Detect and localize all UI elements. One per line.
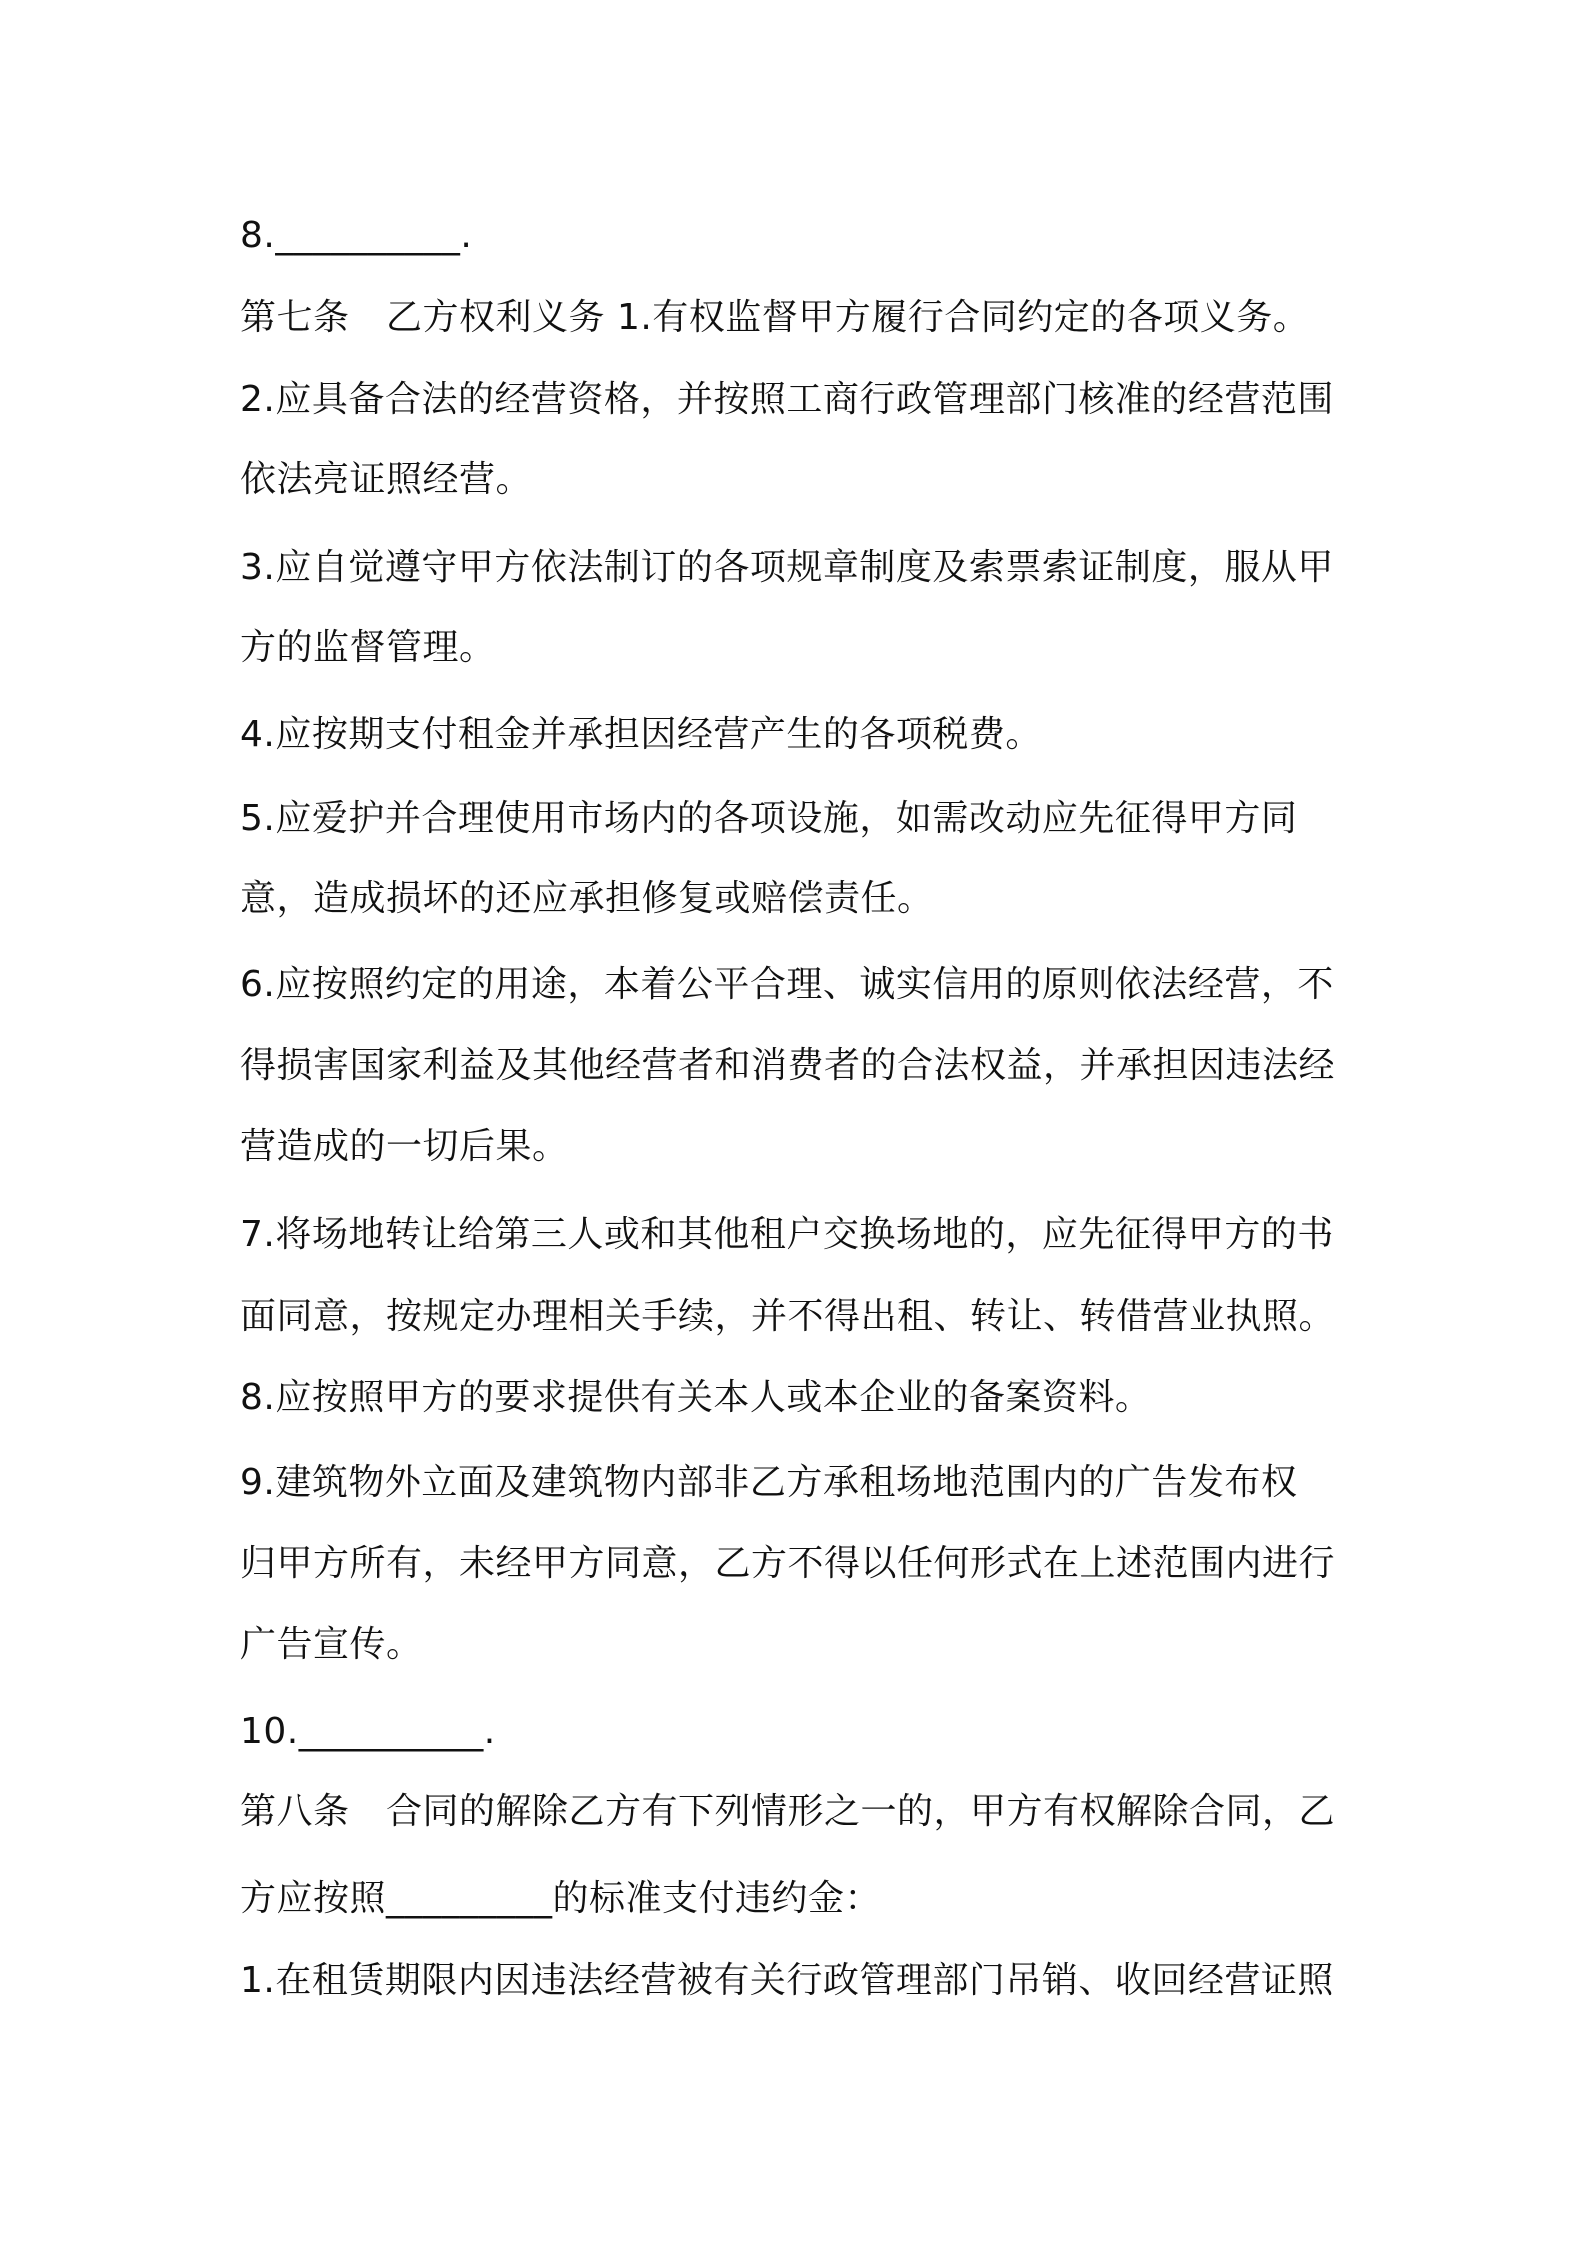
text-line: 归甲方所有，未经甲方同意，乙方不得以任何形式在上述范围内进行 <box>240 1543 1336 1584</box>
text-line: 广告宣传。 <box>240 1624 423 1665</box>
section-heading-article-8: 第八条 合同的解除乙方有下列情形之一的，甲方有权解除合同，乙 <box>240 1791 1336 1832</box>
text-line: 5.应爱护并合理使用市场内的各项设施，如需改动应先征得甲方同 <box>240 798 1298 839</box>
text-line: 6.应按照约定的用途，本着公平合理、诚实信用的原则依法经营，不 <box>240 964 1334 1005</box>
text-line: 9.建筑物外立面及建筑物内部非乙方承租场地范围内的广告发布权 <box>240 1462 1298 1503</box>
text-line: 4.应按期支付租金并承担因经营产生的各项税费。 <box>240 714 1042 755</box>
text-line: 8.__________. <box>240 215 473 256</box>
text-line: 得损害国家利益及其他经营者和消费者的合法权益，并承担因违法经 <box>240 1045 1336 1086</box>
text-line: 营造成的一切后果。 <box>240 1126 569 1167</box>
text-line: 3.应自觉遵守甲方依法制订的各项规章制度及索票索证制度，服从甲 <box>240 547 1334 588</box>
section-heading-article-7: 第七条 乙方权利义务 1.有权监督甲方履行合同约定的各项义务。 <box>240 297 1310 338</box>
text-line: 方应按照_________的标准支付违约金： <box>240 1878 882 1919</box>
text-line: 7.将场地转让给第三人或和其他租户交换场地的，应先征得甲方的书 <box>240 1214 1334 1255</box>
text-line: 8.应按照甲方的要求提供有关本人或本企业的备案资料。 <box>240 1377 1152 1418</box>
text-line: 1.在租赁期限内因违法经营被有关行政管理部门吊销、收回经营证照 <box>240 1960 1334 2001</box>
text-line: 方的监督管理。 <box>240 627 496 668</box>
text-line: 2.应具备合法的经营资格，并按照工商行政管理部门核准的经营范围 <box>240 379 1334 420</box>
text-line: 意，造成损坏的还应承担修复或赔偿责任。 <box>240 878 934 919</box>
text-line: 10.__________. <box>240 1711 496 1752</box>
text-line: 依法亮证照经营。 <box>240 459 533 500</box>
text-line: 面同意，按规定办理相关手续，并不得出租、转让、转借营业执照。 <box>240 1296 1336 1337</box>
